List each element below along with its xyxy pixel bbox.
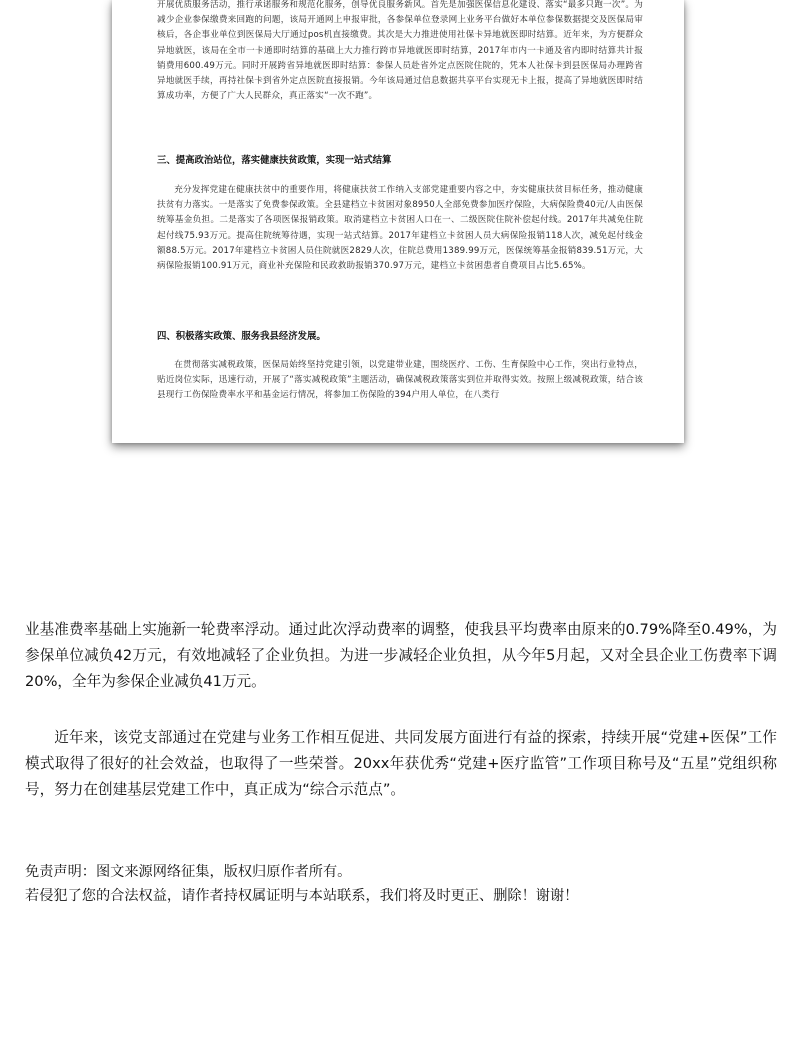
disclaimer-line-2: 若侵犯了您的合法权益，请作者持权属证明与本站联系，我们将及时更正、删除！谢谢！ [25,888,579,904]
section4-heading: 四、积极落实政策、服务我县经济发展。 [157,331,326,342]
section3-paragraph: 充分发挥党建在健康扶贫中的重要作用，将健康扶贫工作纳入支部党建重要内容之中，夯实健康扶贫目标任务，推动健康扶贫有力落实。一是落实了免费参保政策。全县建档立卡贫困对象8950人全部免费参加医疗保险，大病保险费40元/人由医保统筹基金负担。二是落实了各项医保报销政策。取消建档立卡贫困人口在一、二级医院住院补偿起付线。2017年共减免住院起付线75.93万元。提高住院统筹待遇，实现一站式结算。2017年建档立卡贫困人员大病保险报销118人次，减免起付线金额88.5万元。2017年建档立卡贫困人员住院就医2829人次，住院总费用1389.99万元，医保统筹基金报销839.51万元，大病保险报销100.91万元，商业补充保险和民政救助报销370.97万元，建档立卡贫困患者自费项目占比5.65%。 [157,185,643,272]
section3-heading: 三、提高政治站位，落实健康扶贫政策，实现一站式结算 [157,155,392,166]
disclaimer-line-1: 免责声明：图文来源网络征集，版权归原作者所有。 [25,864,352,880]
section2-tail-paragraph: 开展优质服务活动，推行承诺服务和规范化服务，创导优良服务新风。首先是加强医保信息化建设、落实“最多只跑一次”。为减少企业参保缴费来回跑的问题，该局开通网上申报审批，各参保单位登录网上业务平台做好本单位参保数据提交及医保局审核后，各企事业单位到医保局大厅通过pos机直接缴费。其次是大力推进使用社保卡异地就医即时结算。近年来，为方便群众异地就医，该局在全市一卡通即时结算的基础上大力推行跨市异地就医即时结算，2017年市内一卡通及省内即时结算共计报销费用600.49万元。同时开展跨省异地就医即时结算：参保人员赴省外定点医院住院的，凭本人社保卡到县医保局办理跨省异地就医手续，再持社保卡到省外定点医院直接报销。今年该局通过信息数据共享平台实现无卡上报，提高了异地就医即时结算成功率，方便了广大人民群众，真正落实“一次不跑”。 [157,0,643,102]
continuation-paragraph: 业基准费率基础上实施新一轮费率浮动。通过此次浮动费率的调整，使我县平均费率由原来的0.79%降至0.49%，为参保单位减负42万元，有效地减轻了企业负担。为进一步减轻企业负担，从今年5月起，又对全县企业工伤费率下调20%，全年为参保企业减负41万元。 [25,620,777,690]
summary-paragraph: 近年来，该党支部通过在党建与业务工作相互促进、共同发展方面进行有益的探索，持续开展“党建+医保”工作模式取得了很好的社会效益，也取得了一些荣誉。20xx年获优秀“党建+医疗监管”工作项目称号及“五星”党组织称号，努力在创建基层党建工作中，真正成为“综合示范点”。 [25,728,777,798]
section4-paragraph: 在贯彻落实减税政策，医保局始终坚持党建引领，以党建带业建，围绕医疗、工伤、生育保险中心工作，突出行业特点，贴近岗位实际，迅速行动，开展了“落实减税政策”主题活动，确保减税政策落实到位并取得实效。按照上级减税政策，结合该县现行工伤保险费率水平和基金运行情况，将参加工伤保险的394户用人单位，在八类行 [157,360,643,401]
document-page-preview [112,0,684,443]
